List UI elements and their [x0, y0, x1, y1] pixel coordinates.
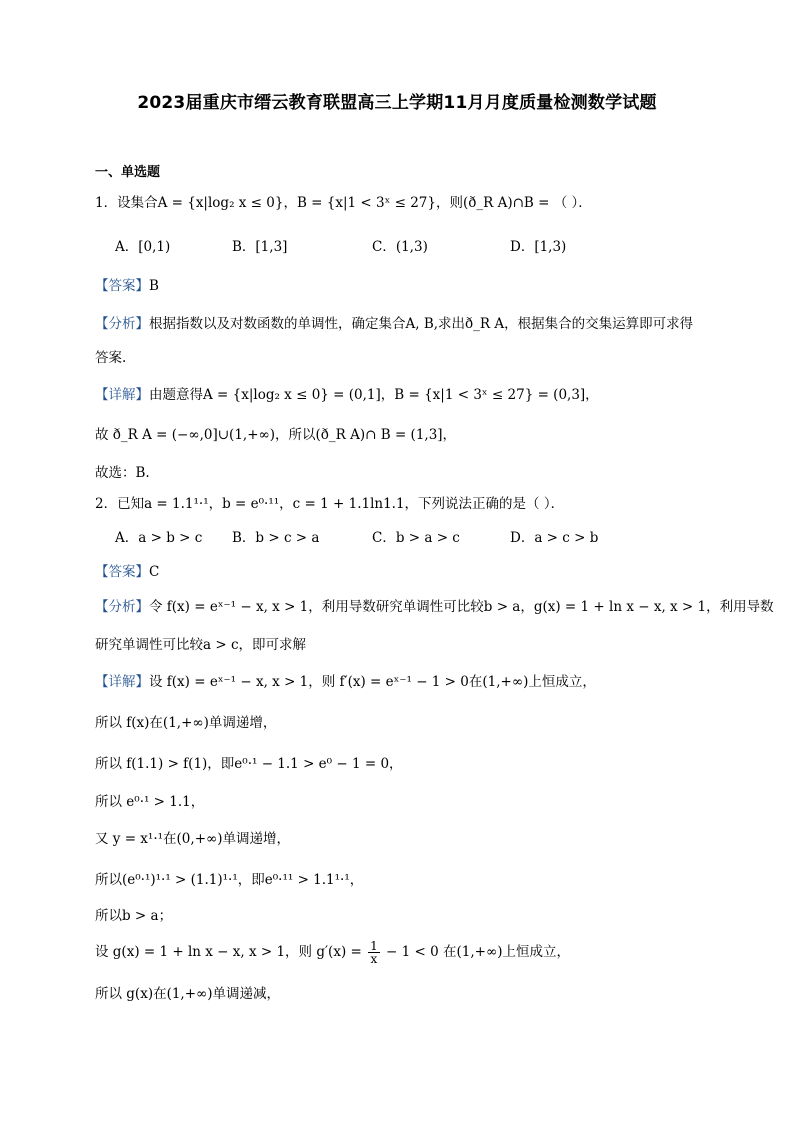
detail-text: 由题意得A = {x|log₂ x ≤ 0} = (0,1]，B = {x|1 < 3ˣ ≤ 27} = (0,3]，: [149, 387, 599, 403]
q2-option-c: C．b > a > c: [372, 530, 460, 546]
q2-detail-line: 所以 g(x)在(1,+∞)单调递减，: [95, 986, 281, 1002]
fraction: [368, 940, 380, 965]
q1-detail-line: 故 ð_R A = (−∞,0]∪(1,+∞)，所以(ð_R A)∩ B = (1,3]，: [95, 427, 457, 443]
answer-value: B: [149, 278, 159, 294]
fraction-numerator: 1: [370, 939, 378, 953]
q2-detail-line: 所以b > a；: [95, 908, 173, 924]
q1-option-c: C．(1,3): [372, 239, 428, 255]
q1-analysis: [95, 315, 693, 333]
document-title: 2023届重庆市缙云教育联盟高三上学期11月月度质量检测数学试题: [137, 93, 657, 113]
q2-analysis: [95, 598, 774, 616]
answer-tag: 【答案】: [95, 564, 149, 580]
q1-answer: [95, 277, 159, 295]
analysis-tag: 【分析】: [95, 316, 149, 332]
analysis-text: 令 f(x) = eˣ⁻¹ − x, x > 1，利用导数研究单调性可比较b > a，g(x) = 1 + ln x − x, x > 1，利用导数: [149, 599, 774, 615]
fraction-denominator: x: [370, 952, 378, 966]
answer-tag: 【答案】: [95, 278, 149, 294]
q2-option-b: B．b > c > a: [232, 530, 320, 546]
section-heading: 一、单选题: [95, 165, 161, 180]
detail-text-pre: 设 g(x) = 1 + ln x − x, x > 1，则 g′(x) =: [95, 944, 362, 960]
analysis-text: 根据指数以及对数函数的单调性，确定集合A, B,求出ð_R A，根据集合的交集运算即可求得: [149, 316, 694, 332]
q1-stem: 1．设集合A = {x|log₂ x ≤ 0}，B = {x|1 < 3ˣ ≤ 27}，则(ð_R A)∩B = （ ）．: [95, 195, 592, 211]
q2-detail-line: 所以 e⁰·¹ > 1.1，: [95, 794, 205, 810]
detail-text-post: − 1 < 0 在(1,+∞)上恒成立，: [386, 944, 570, 960]
q2-option-d: D．a > c > b: [510, 530, 599, 546]
detail-tag: 【详解】: [95, 387, 149, 403]
q1-analysis-cont: 答案.: [95, 350, 127, 366]
q2-detail-line: 所以(e⁰·¹)¹·¹ > (1.1)¹·¹，即e⁰·¹¹ > 1.1¹·¹，: [95, 872, 364, 888]
q2-stem: 2．已知a = 1.1¹·¹，b = e⁰·¹¹，c = 1 + 1.1ln1.1，下列说法正确的是（ ）．: [95, 496, 565, 512]
q2-answer: [95, 563, 159, 581]
q2-detail: [95, 673, 596, 691]
q2-detail-line: 又 y = x¹·¹在(0,+∞)单调递增，: [95, 831, 291, 847]
detail-tag: 【详解】: [95, 674, 149, 690]
q1-option-b: B．[1,3]: [232, 239, 288, 255]
q2-option-a: A．a > b > c: [115, 530, 203, 546]
q2-analysis-cont: 研究单调性可比较a > c，即可求解: [95, 637, 307, 653]
answer-value: C: [149, 564, 160, 580]
q2-detail-line: 所以 f(x)在(1,+∞)单调递增，: [95, 715, 277, 731]
q2-detail-line: 所以 f(1.1) > f(1)，即e⁰·¹ − 1.1 > e⁰ − 1 = 0，: [95, 756, 403, 772]
q2-detail-line-fraction: [95, 938, 570, 966]
q1-option-a: A．[0,1): [115, 239, 171, 255]
detail-text: 设 f(x) = eˣ⁻¹ − x, x > 1，则 f′(x) = eˣ⁻¹ − 1 > 0在(1,+∞)上恒成立，: [149, 674, 596, 690]
q1-option-d: D．[1,3): [510, 239, 567, 255]
q1-detail-line: 故选：B.: [95, 465, 150, 481]
analysis-tag: 【分析】: [95, 599, 149, 615]
q1-detail: [95, 386, 599, 404]
